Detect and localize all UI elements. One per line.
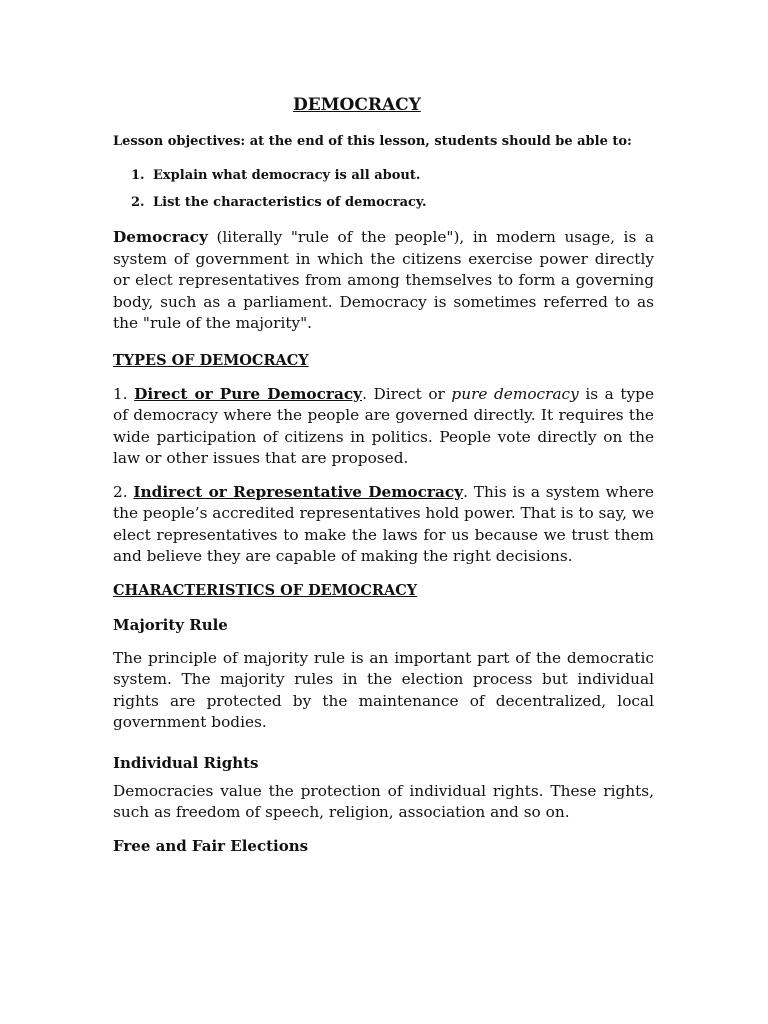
types-heading: TYPES OF DEMOCRACY [113,351,309,369]
list-item-number: 2. [131,195,145,210]
objectives-list [113,167,654,212]
type-term: Direct or Pure Democracy [134,384,363,403]
document-page [113,92,654,857]
characteristic-paragraph-majority-rule: The principle of majority rule is an important part of the democratic system. The majority rules in the election process but individual rights are protected by the maintenance of decentralized, local government bodies. [113,648,654,731]
characteristic-title-free-fair-elections: Free and Fair Elections [113,836,309,855]
type-text: . Direct or [362,384,452,403]
list-item [131,167,654,185]
intro-paragraph [113,227,654,335]
type-term: Indirect or Representative Democracy [133,482,464,501]
type-paragraph-direct [113,384,654,470]
document-title: DEMOCRACY [293,95,421,115]
characteristic-paragraph-individual-rights: Democracies value the protection of individual rights. These rights, such as freedom of speech, religion, association and so on. [113,781,654,821]
characteristic-title-majority-rule: Majority Rule [113,615,228,634]
type-text: . This is a system where the people’s accredited representatives hold power. That is to say, we elect representatives to make the laws for us because we trust them and believe they are capable of making the right decisions. [113,482,654,565]
type-number: 2. [113,482,134,501]
intro-term: Democracy [113,228,208,246]
type-italic-term: pure democracy [451,384,579,403]
type-paragraph-indirect [113,482,654,568]
intro-text: (literally "rule of the people"), in modern usage, is a system of government in which the citizens exercise power directly or elect representatives from among themselves to form a governing body, such as a parliament. Democracy is sometimes referred to as the "rule of the majority". [113,228,654,332]
list-item-text: Explain what democracy is all about. [153,168,421,183]
characteristics-heading: CHARACTERISTICS OF DEMOCRACY [113,581,418,599]
list-item-number: 1. [131,168,145,183]
type-text: is a type of democracy where the people are governed directly. It requires the wide participation of citizens in politics. People vote directly on the law or other issues that are proposed. [113,384,654,467]
characteristic-title-individual-rights: Individual Rights [113,753,259,772]
objectives-intro: Lesson objectives: at the end of this lesson, students should be able to: [113,134,632,149]
type-number: 1. [113,384,135,403]
list-item-text: List the characteristics of democracy. [153,195,427,210]
list-item [131,194,654,212]
